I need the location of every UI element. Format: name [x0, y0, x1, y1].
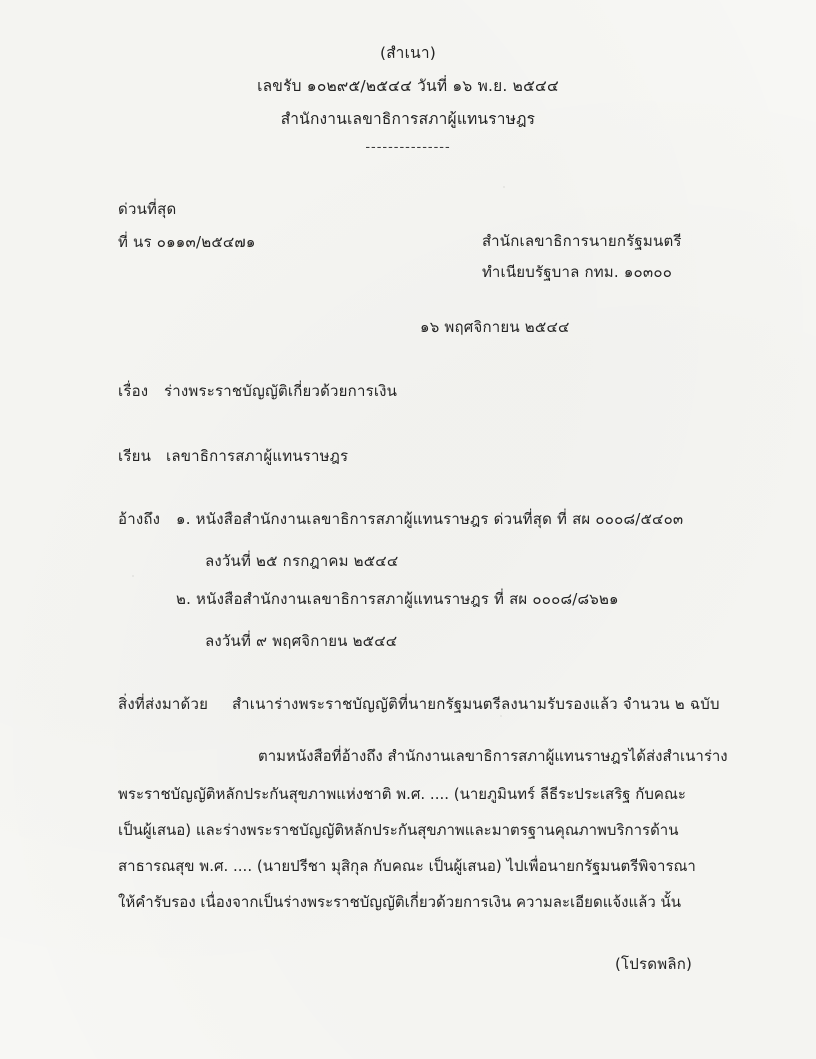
footer-note: (โปรดพลิก): [615, 955, 693, 973]
body-line-2: พระราชบัญญัติหลักประกันสุขภาพแห่งชาติ พ.ศ. .... (นายภูมินทร์ ลีธีระประเสริฐ กับคณะ: [118, 785, 686, 803]
reference-item-2: ๒. หนังสือสำนักงานเลขาธิการสภาผู้แทนราษฎร ที่ สผ ๐๐๐๘/๘๖๒๑: [176, 590, 619, 608]
copy-mark: (สำเนา): [379, 44, 437, 62]
reference-item-1: ๑. หนังสือสำนักงานเลขาธิการสภาผู้แทนราษฎร ด่วนที่สุด ที่ สผ ๐๐๐๘/๕๔๐๓: [176, 510, 684, 528]
salutation-value: เลขาธิการสภาผู้แทนราษฎร: [166, 447, 349, 465]
document-date: ๑๖ พฤศจิกายน ๒๕๔๔: [420, 318, 570, 336]
body-line-4: สาธารณสุข พ.ศ. .... (นายปรีชา มุสิกุล กับคณะ เป็นผู้เสนอ) ไปเพื่อนายกรัฐมนตรีพิจารณา: [118, 857, 696, 875]
issuing-office: สำนักงานเลขาธิการสภาผู้แทนราษฎร: [280, 110, 536, 128]
attachment-value: สำเนาร่างพระราชบัญญัติที่นายกรัฐมนตรีลงนามรับรองแล้ว จำนวน ๒ ฉบับ: [232, 695, 720, 713]
scan-speck: [503, 186, 505, 188]
sender-office: สำนักเลขาธิการนายกรัฐมนตรี: [482, 232, 682, 250]
salutation-label: เรียน: [118, 447, 152, 465]
reference-number: ที่ นร ๐๑๑๓/๒๕๔๗๑: [118, 233, 256, 251]
scan-speck: [132, 575, 134, 577]
reference-item-2-date: ลงวันที่ ๙ พฤศจิกายน ๒๕๔๔: [205, 632, 398, 650]
body-line-3: เป็นผู้เสนอ) และร่างพระราชบัญญัติหลักประกันสุขภาพและมาตรฐานคุณภาพบริการด้าน: [118, 821, 679, 839]
reference-label: อ้างถึง: [118, 510, 161, 528]
attachment-label: สิ่งที่ส่งมาด้วย: [118, 695, 209, 713]
sender-address: ทำเนียบรัฐบาล กทม. ๑๐๓๐๐: [482, 263, 673, 281]
urgency-label: ด่วนที่สุด: [118, 200, 177, 218]
scan-speck: [500, 715, 502, 717]
body-line-1: ตามหนังสือที่อ้างถึง สำนักงานเลขาธิการสภาผู้แทนราษฎรได้ส่งสำเนาร่าง: [258, 747, 728, 765]
body-line-5: ให้คำรับรอง เนื่องจากเป็นร่างพระราชบัญญัติเกี่ยวด้วยการเงิน ความละเอียดแจ้งแล้ว นั้น: [118, 893, 682, 911]
reference-item-1-date: ลงวันที่ ๒๕ กรกฎาคม ๒๕๔๔: [205, 552, 399, 570]
subject-value: ร่างพระราชบัญญัติเกี่ยวด้วยการเงิน: [164, 382, 398, 400]
subject-label: เรื่อง: [118, 382, 149, 400]
header-divider: ---------------: [365, 140, 451, 155]
receipt-line: เลขรับ ๑๐๒๙๕/๒๕๔๔ วันที่ ๑๖ พ.ย. ๒๕๔๔: [257, 77, 559, 95]
